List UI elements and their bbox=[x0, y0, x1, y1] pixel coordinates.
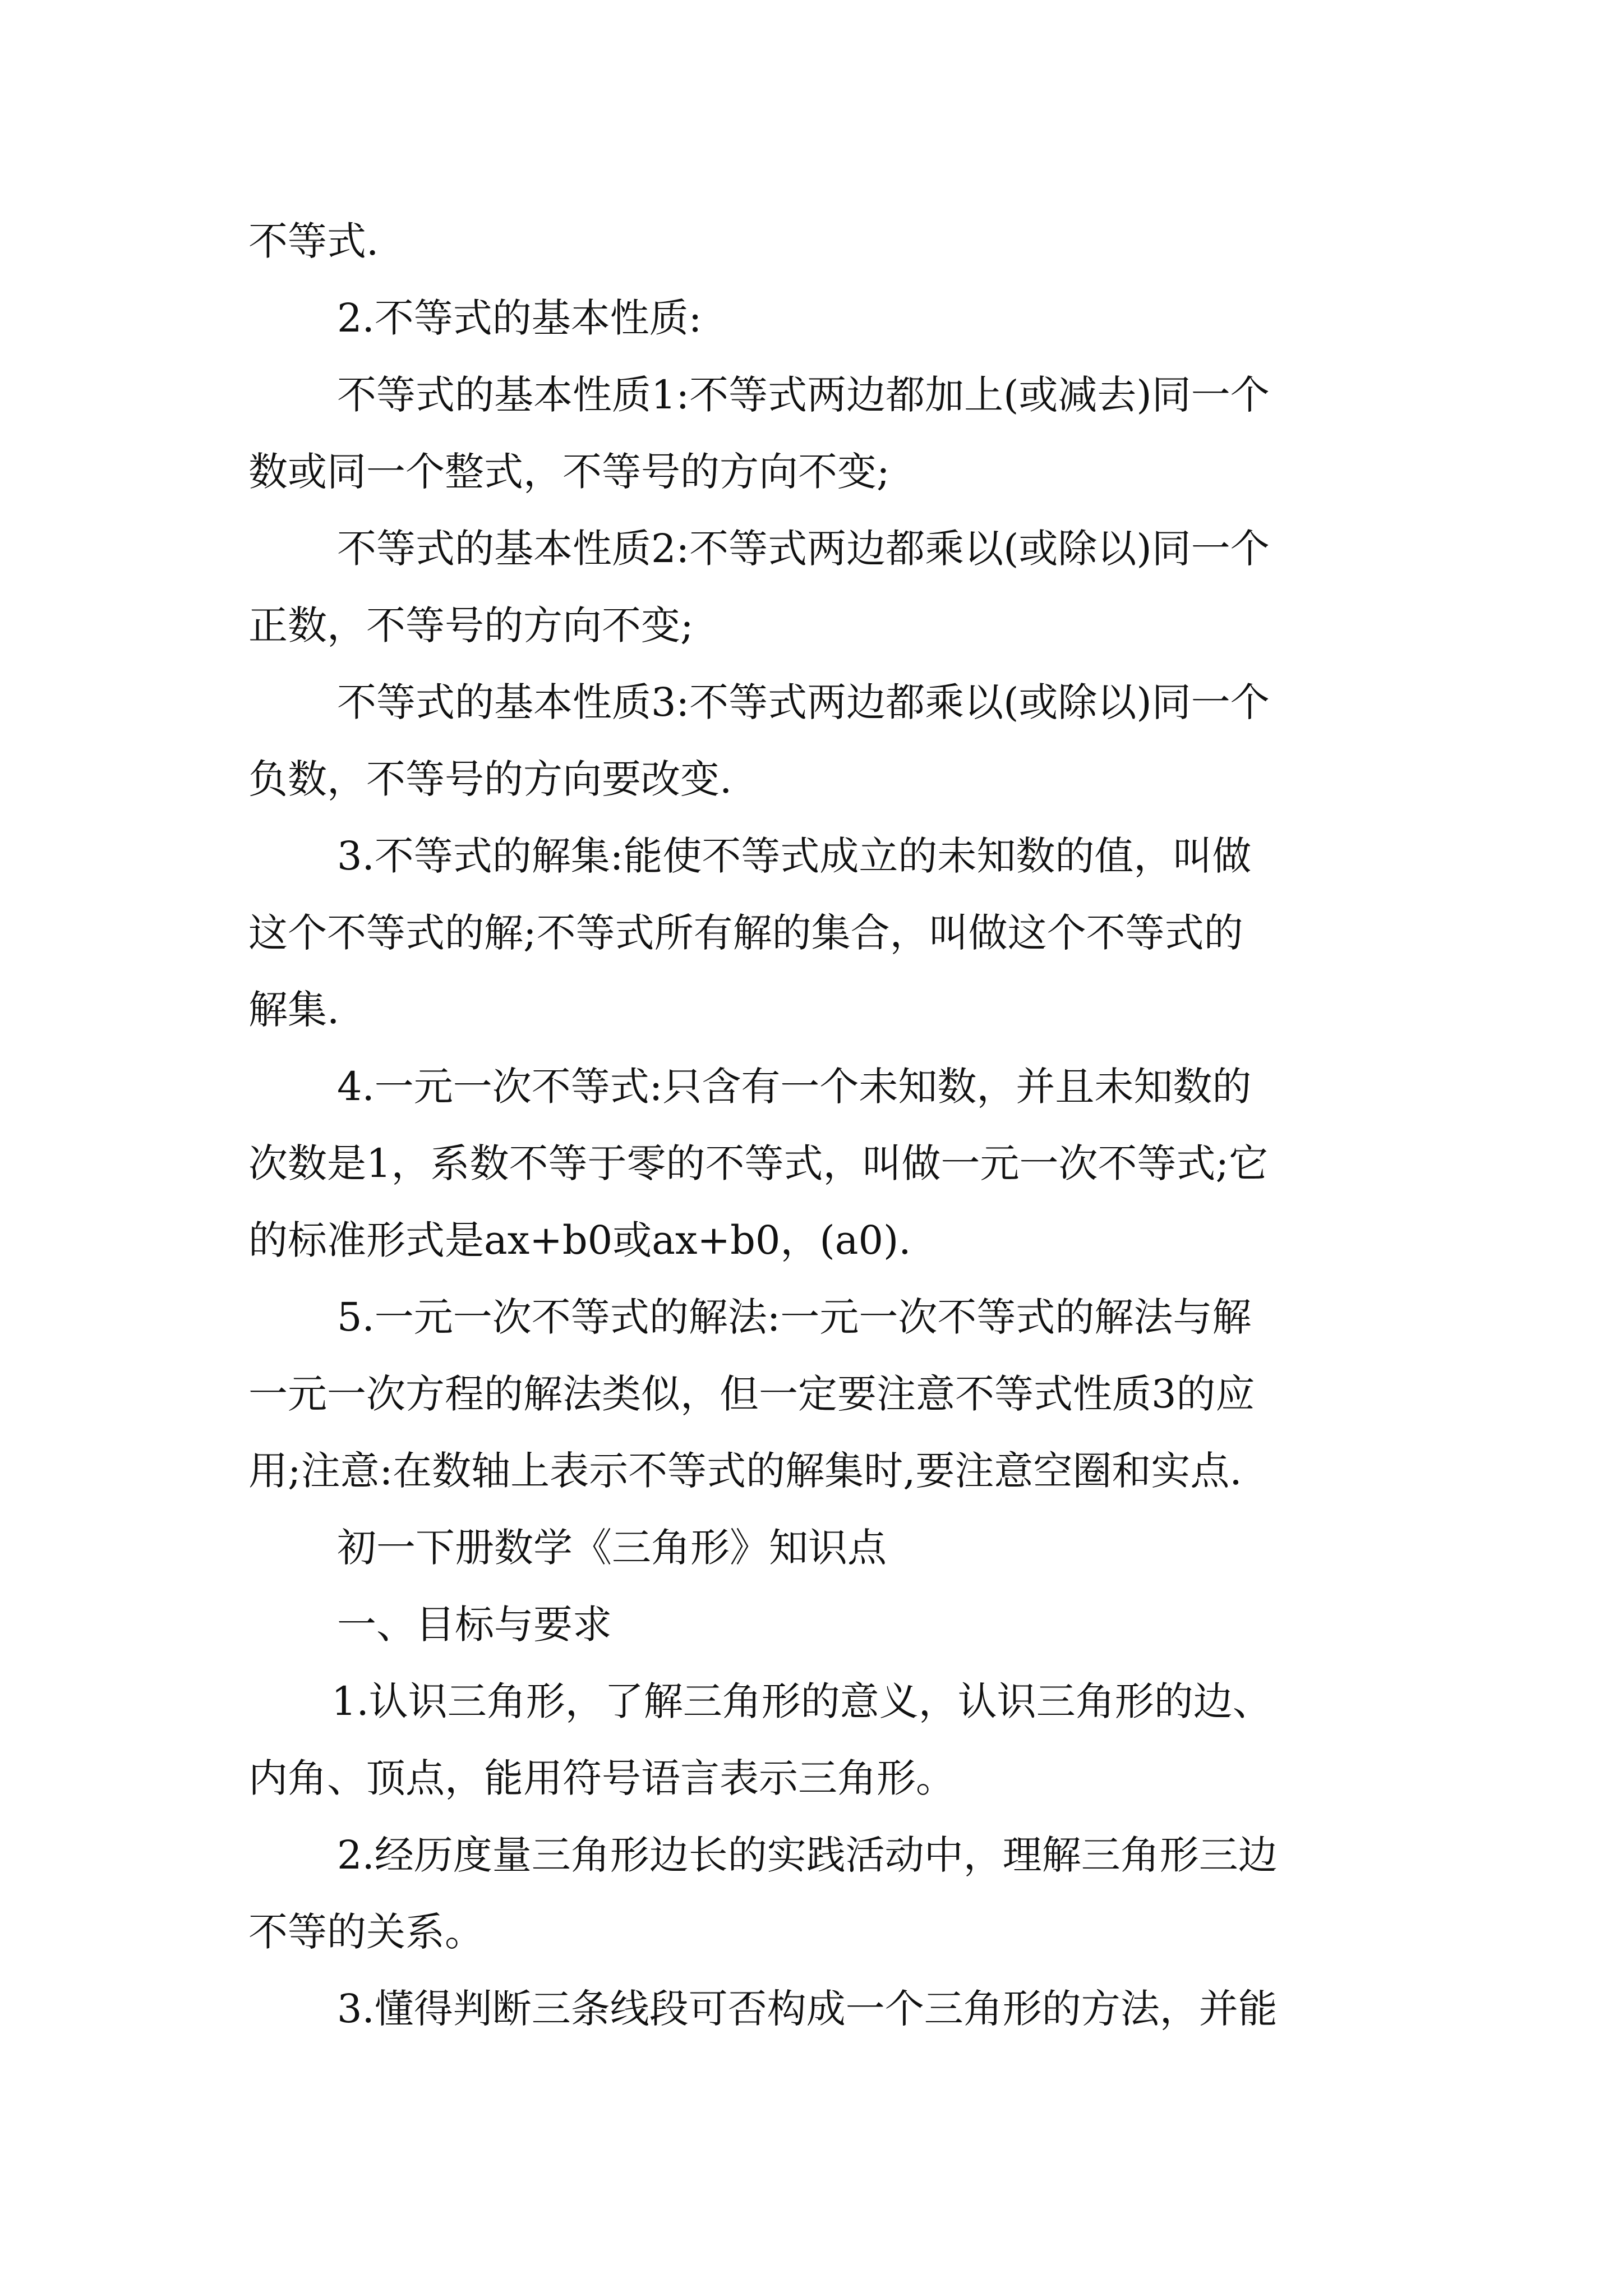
text-line: 不等的关系。 bbox=[248, 1909, 484, 1955]
subsection-heading: 一、目标与要求 bbox=[337, 1602, 612, 1648]
text-line: 内角、顶点，能用符号语言表示三角形。 bbox=[248, 1755, 955, 1801]
text-line: 这个不等式的解;不等式所有解的集合，叫做这个不等式的 bbox=[248, 910, 1243, 956]
text-line: 不等式的基本性质2:不等式两边都乘以(或除以)同一个 bbox=[337, 526, 1270, 572]
section-heading: 初一下册数学《三角形》知识点 bbox=[337, 1525, 887, 1571]
text-line: 不等式. bbox=[248, 218, 379, 264]
text-line: 5.一元一次不等式的解法:一元一次不等式的解法与解 bbox=[337, 1294, 1252, 1340]
text-line: 正数，不等号的方向不变; bbox=[248, 602, 694, 648]
text-line: 次数是1，系数不等于零的不等式，叫做一元一次不等式;它 bbox=[248, 1140, 1269, 1186]
text-line: 用;注意:在数轴上表示不等式的解集时,要注意空圈和实点. bbox=[248, 1448, 1242, 1494]
text-line: 不等式的基本性质3:不等式两边都乘以(或除以)同一个 bbox=[337, 679, 1270, 725]
text-line: 解集. bbox=[248, 987, 340, 1033]
text-line: 1.认识三角形，了解三角形的意义，认识三角形的边、 bbox=[331, 1678, 1272, 1724]
text-line: 2.经历度量三角形边长的实践活动中，理解三角形三边 bbox=[337, 1832, 1278, 1878]
text-line: 2.不等式的基本性质: bbox=[337, 295, 702, 341]
text-line: 3.懂得判断三条线段可否构成一个三角形的方法，并能 bbox=[337, 1986, 1278, 2032]
text-line: 一元一次方程的解法类似，但一定要注意不等式性质3的应 bbox=[248, 1371, 1255, 1417]
text-line: 3.不等式的解集:能使不等式成立的未知数的值，叫做 bbox=[337, 833, 1252, 879]
text-line: 的标准形式是ax+b0或ax+b0，(a0). bbox=[248, 1217, 911, 1263]
text-line: 数或同一个整式，不等号的方向不变; bbox=[248, 449, 890, 495]
text-line: 4.一元一次不等式:只含有一个未知数，并且未知数的 bbox=[337, 1064, 1252, 1110]
text-line: 负数，不等号的方向要改变. bbox=[248, 756, 732, 802]
text-line: 不等式的基本性质1:不等式两边都加上(或减去)同一个 bbox=[337, 372, 1270, 418]
